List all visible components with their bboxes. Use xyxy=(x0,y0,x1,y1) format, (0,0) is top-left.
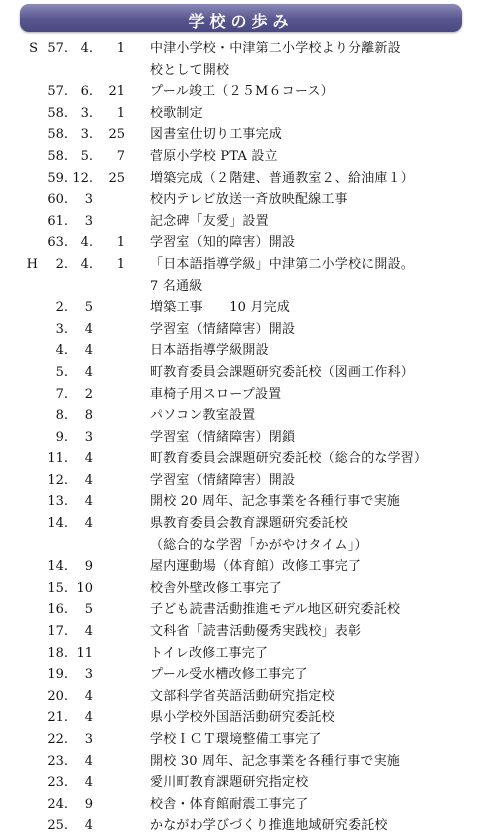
entry-year: 57. xyxy=(47,84,68,100)
entry-day xyxy=(93,211,125,233)
entry-month: 4 xyxy=(84,624,93,640)
entry-year: 58. xyxy=(47,105,68,121)
entry-event: 校内テレビ放送一斉放映配線工事 xyxy=(150,192,348,208)
entry-month: 10 xyxy=(76,580,93,596)
timeline-entry xyxy=(0,513,480,535)
entry-month: 3 xyxy=(84,213,93,229)
timeline-entry xyxy=(0,319,480,341)
entry-event: 屋内運動場（体育館）改修工事完了 xyxy=(150,559,362,575)
timeline-entry xyxy=(0,772,480,794)
timeline-entry xyxy=(0,211,480,233)
entry-month: 4 xyxy=(84,775,93,791)
entry-day xyxy=(93,513,125,535)
timeline-entry xyxy=(0,621,480,643)
entry-event: 菅原小学校 PTA 設立 xyxy=(150,148,278,164)
timeline-entry xyxy=(0,643,480,665)
entry-day xyxy=(93,362,125,384)
entry-month: 5 xyxy=(84,300,93,316)
entry-day xyxy=(93,297,125,319)
entry-era xyxy=(0,340,38,362)
entry-event: 町教育委員会課題研究委託校（総合的な学習） xyxy=(150,451,428,467)
entry-month: 3 xyxy=(84,192,93,208)
entry-day xyxy=(93,491,125,513)
entry-year: 18. xyxy=(47,645,68,661)
timeline-entry xyxy=(0,729,480,751)
entry-era xyxy=(0,751,38,773)
entry-era xyxy=(0,621,38,643)
entry-era xyxy=(0,168,38,190)
entry-year: 3. xyxy=(55,321,68,337)
timeline-entry-continuation xyxy=(0,276,480,298)
entry-day: 1 xyxy=(116,41,125,56)
entry-year: 21. xyxy=(47,710,68,726)
entry-month: 4. xyxy=(80,235,93,251)
entry-event: プール竣工（２５M６コース） xyxy=(150,84,334,100)
entry-event: 県教育委員会教育課題研究委託校 xyxy=(150,516,349,532)
entry-event: 日本語指導学級開設 xyxy=(150,343,269,359)
entry-day xyxy=(93,556,125,578)
entry-day xyxy=(93,643,125,665)
timeline-entry xyxy=(0,686,480,708)
entry-year: 16. xyxy=(47,602,68,618)
entry-era xyxy=(0,362,38,384)
entry-era xyxy=(0,81,38,103)
entry-day xyxy=(93,189,125,211)
entry-era: S xyxy=(29,41,38,56)
entry-era xyxy=(0,643,38,665)
entry-era xyxy=(0,729,38,751)
entry-year: 58. xyxy=(47,148,68,164)
entry-month: 4 xyxy=(84,516,93,532)
entry-year: 17. xyxy=(47,624,68,640)
entry-era xyxy=(0,319,38,341)
entry-era xyxy=(0,384,38,406)
timeline-entry xyxy=(0,362,480,384)
entry-day xyxy=(93,729,125,751)
entry-event: 子ども読書活動推進モデル地区研究委託校 xyxy=(150,602,401,618)
entry-event-continued: 7 名通級 xyxy=(150,278,203,294)
timeline-entry xyxy=(0,556,480,578)
entry-year: 2. xyxy=(55,256,68,272)
entry-event: パソコン教室設置 xyxy=(150,408,256,424)
entry-event: 県小学校外国語活動研究委託校 xyxy=(150,710,335,726)
timeline-entry xyxy=(0,168,480,190)
page-title: 学校の歩み xyxy=(188,12,294,31)
entry-year: 7. xyxy=(55,386,68,402)
entry-era xyxy=(0,815,38,837)
entry-year: 19. xyxy=(47,667,68,683)
entry-day xyxy=(93,664,125,686)
entry-month: 3 xyxy=(84,667,93,683)
timeline-entry xyxy=(0,427,480,449)
timeline-entry xyxy=(0,815,480,837)
entry-month: 12. xyxy=(72,170,93,186)
timeline-entry xyxy=(0,707,480,729)
entry-era xyxy=(0,664,38,686)
entry-era xyxy=(0,794,38,816)
entry-month: 8 xyxy=(84,408,93,424)
entry-day xyxy=(93,686,125,708)
entry-day: 25 xyxy=(108,127,125,143)
entry-event-continued: 校として開校 xyxy=(150,62,230,78)
timeline-entry xyxy=(0,124,480,146)
entry-era xyxy=(0,772,38,794)
entry-era xyxy=(0,686,38,708)
entry-year: 23. xyxy=(47,753,68,769)
entry-event: 学習室（情緒障害）閉鎖 xyxy=(150,429,296,445)
entry-month: 4 xyxy=(84,818,93,834)
entry-month: 5 xyxy=(84,602,93,618)
entry-month: 9 xyxy=(84,796,93,812)
entry-year: 60. xyxy=(47,192,68,208)
entry-era xyxy=(0,470,38,492)
entry-era xyxy=(0,556,38,578)
entry-month: 4 xyxy=(84,364,93,380)
entry-era xyxy=(0,405,38,427)
entry-year: 24. xyxy=(47,796,68,812)
entry-day xyxy=(93,707,125,729)
entry-event: 学校ＩＣＴ環境整備工事完了 xyxy=(150,732,322,747)
entry-era xyxy=(0,707,38,729)
timeline-entry xyxy=(0,470,480,492)
entry-event: 増築工事 10 月完成 xyxy=(150,300,291,316)
entry-event: 学習室（情緒障害）開設 xyxy=(150,321,296,337)
timeline-entry xyxy=(0,81,480,103)
entry-year: 14. xyxy=(47,516,68,532)
entry-event: 開校 30 周年、記念事業を各種行事で実施 xyxy=(150,753,401,769)
entry-event: 中津小学校・中津第二小学校より分離新設 xyxy=(150,41,401,56)
entry-month: 3 xyxy=(84,429,93,445)
entry-year: 12. xyxy=(47,472,68,488)
entry-era xyxy=(0,578,38,600)
entry-event: 校舎外壁改修工事完了 xyxy=(150,580,283,596)
entry-event: 記念碑「友愛」設置 xyxy=(150,213,269,229)
entry-month: 4 xyxy=(84,494,93,510)
entry-event: 車椅子用スロープ設置 xyxy=(150,386,282,402)
entry-year: 14. xyxy=(47,559,68,575)
entry-era xyxy=(0,513,38,535)
timeline-entry xyxy=(0,448,480,470)
entry-month: 4 xyxy=(84,710,93,726)
entry-event-continued: （総合的な学習「かがやけタイム」） xyxy=(150,537,368,553)
entry-day xyxy=(93,815,125,837)
entry-day: 25 xyxy=(108,170,125,186)
timeline-entry xyxy=(0,578,480,600)
timeline-entry xyxy=(0,103,480,125)
timeline-entry xyxy=(0,491,480,513)
entry-day xyxy=(93,578,125,600)
entry-month: 4 xyxy=(84,321,93,337)
entry-event: 愛川町教育課題研究指定校 xyxy=(150,775,309,791)
timeline-entry xyxy=(0,664,480,686)
entry-day: 1 xyxy=(116,256,125,272)
entry-day xyxy=(93,319,125,341)
entry-month: 4 xyxy=(84,451,93,467)
entry-day xyxy=(93,621,125,643)
entry-month: 2 xyxy=(84,386,93,402)
entry-day: 1 xyxy=(116,235,125,251)
entry-day xyxy=(93,599,125,621)
entry-month: 3. xyxy=(80,105,93,121)
entry-event: プール受水槽改修工事完了 xyxy=(150,667,308,683)
timeline-entry xyxy=(0,794,480,816)
entry-month: 11 xyxy=(76,645,93,661)
entry-day: 7 xyxy=(116,148,125,164)
timeline-entry-continuation xyxy=(0,60,480,82)
entry-month: 4 xyxy=(84,688,93,704)
entry-event: 学習室（知的障害）開設 xyxy=(150,235,296,251)
timeline-entry xyxy=(0,405,480,427)
entry-event: 町教育委員会課題研究委託校（図画工作科） xyxy=(150,364,415,380)
entry-event: 学習室（情緒障害）開設 xyxy=(150,472,296,488)
entry-event: 増築完成（２階建、普通教室２、給油庫１） xyxy=(150,170,415,186)
entry-month: 6. xyxy=(80,84,93,100)
entry-era xyxy=(0,103,38,125)
entry-day xyxy=(93,405,125,427)
entry-year: 8. xyxy=(55,408,68,424)
entry-event: 図書室仕切り工事完成 xyxy=(150,127,283,143)
entry-era xyxy=(0,211,38,233)
entry-year: 23. xyxy=(47,775,68,791)
entry-month: 3 xyxy=(84,732,93,747)
entry-day xyxy=(93,448,125,470)
timeline-entry xyxy=(0,599,480,621)
entry-day xyxy=(93,794,125,816)
entry-era xyxy=(0,189,38,211)
entry-month: 4. xyxy=(80,41,93,56)
timeline-entry xyxy=(0,254,480,276)
history-timeline xyxy=(0,38,480,837)
entry-year: 5. xyxy=(55,364,68,380)
timeline-entry xyxy=(0,751,480,773)
entry-day xyxy=(93,772,125,794)
entry-month: 4. xyxy=(80,256,93,272)
entry-year: 13. xyxy=(47,494,68,510)
entry-era xyxy=(0,427,38,449)
timeline-entry xyxy=(0,340,480,362)
entry-year: 2. xyxy=(55,300,68,316)
entry-event: 校舎・体育館耐震工事完了 xyxy=(150,796,309,812)
entry-year: 11. xyxy=(47,451,68,467)
entry-month: 5. xyxy=(80,148,93,164)
entry-event: 「日本語指導学級」中津第二小学校に開設。 xyxy=(150,256,415,272)
entry-era xyxy=(0,448,38,470)
timeline-entry xyxy=(0,146,480,168)
entry-year: 63. xyxy=(47,235,68,251)
entry-day xyxy=(93,427,125,449)
entry-event: かながわ学びづくり推進地域研究委託校 xyxy=(150,818,388,834)
entry-event: 文科省「読書活動優秀実践校」表彰 xyxy=(150,624,362,640)
entry-era xyxy=(0,124,38,146)
entry-event: 文部科学省英語活動研究指定校 xyxy=(150,688,335,704)
entry-era xyxy=(0,491,38,513)
entry-era xyxy=(0,297,38,319)
timeline-entry xyxy=(0,232,480,254)
entry-month: 3. xyxy=(80,127,93,143)
entry-year: 58. xyxy=(47,127,68,143)
entry-day xyxy=(93,751,125,773)
timeline-entry xyxy=(0,297,480,319)
title-banner xyxy=(20,4,462,32)
entry-era: H xyxy=(26,256,38,272)
timeline-entry xyxy=(0,189,480,211)
entry-year: 9. xyxy=(55,429,68,445)
entry-month: 4 xyxy=(84,753,93,769)
entry-year: 59. xyxy=(47,170,68,186)
entry-era xyxy=(0,599,38,621)
entry-month: 9 xyxy=(84,559,93,575)
entry-year: 15. xyxy=(47,580,68,596)
entry-year: 22. xyxy=(47,732,68,747)
entry-era xyxy=(0,146,38,168)
entry-event: 開校 20 周年、記念事業を各種行事で実施 xyxy=(150,494,401,510)
timeline-entry-continuation xyxy=(0,535,480,557)
entry-year: 57. xyxy=(47,41,68,56)
entry-day xyxy=(93,340,125,362)
entry-day: 1 xyxy=(116,105,125,121)
entry-event: トイレ改修工事完了 xyxy=(150,645,269,661)
entry-year: 4. xyxy=(55,343,68,359)
entry-day: 21 xyxy=(108,84,125,100)
entry-event: 校歌制定 xyxy=(150,105,203,121)
entry-year: 25. xyxy=(47,818,68,834)
entry-era xyxy=(0,232,38,254)
entry-day xyxy=(93,384,125,406)
entry-month: 4 xyxy=(84,472,93,488)
entry-month: 4 xyxy=(84,343,93,359)
timeline-entry xyxy=(0,38,480,60)
entry-year: 61. xyxy=(47,213,68,229)
entry-year: 20. xyxy=(47,688,68,704)
timeline-entry xyxy=(0,384,480,406)
entry-day xyxy=(93,470,125,492)
